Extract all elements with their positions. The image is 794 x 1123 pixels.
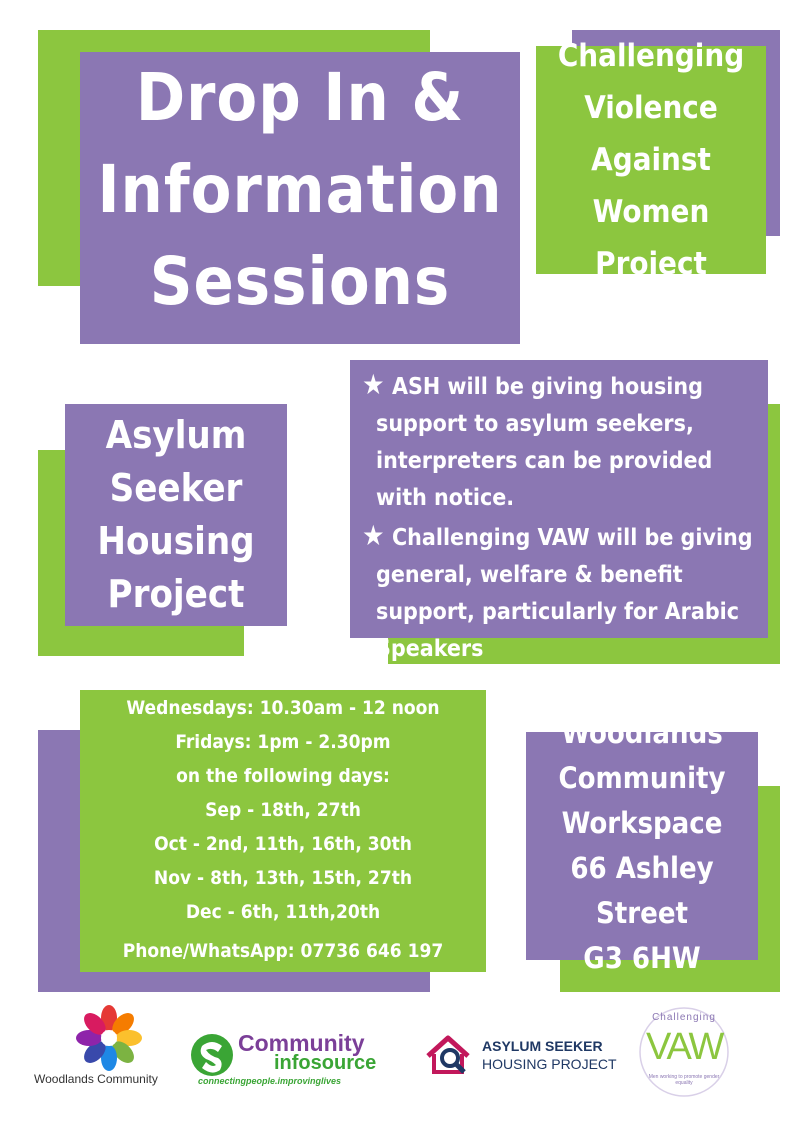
flower-icon	[74, 1004, 144, 1072]
woodlands-community-logo	[30, 1000, 190, 1092]
bullet-text: Challenging VAW will be giving general, welfare & benefit support, particularly for Arabic Speakers	[376, 525, 753, 662]
vaw-line: Violence	[584, 90, 718, 126]
venue-line: Community	[558, 761, 726, 795]
infosource-subtitle: infosource	[274, 1052, 377, 1074]
ash-line: Project	[107, 572, 245, 616]
schedule-line: Sep - 18th, 27th	[205, 799, 361, 821]
ash-line: Asylum	[105, 413, 247, 457]
page-title	[80, 52, 520, 344]
ash-line: Housing	[97, 519, 255, 563]
ash-logo-top: ASYLUM SEEKER	[482, 1038, 603, 1054]
venue-line: G3 6HW	[583, 941, 701, 975]
vaw-line: Challenging	[557, 38, 745, 74]
list-item	[358, 366, 754, 517]
venue-address	[526, 716, 758, 975]
title-line: Drop In &	[135, 59, 465, 136]
ash-logo-bottom: HOUSING PROJECT	[482, 1056, 617, 1072]
community-infosource-logo	[188, 1032, 414, 1088]
schedule-line: on the following days:	[176, 765, 390, 787]
schedule-line: Dec - 6th, 11th,20th	[185, 901, 381, 923]
phone-number: Phone/WhatsApp: 07736 646 197	[122, 940, 444, 962]
ash-project-heading	[65, 404, 287, 626]
schedule-line: Nov - 8th, 13th, 15th, 27th	[153, 867, 413, 889]
infosource-tagline: connectingpeople.improvinglives	[198, 1076, 342, 1086]
vaw-logo-tagline: Men working to promote gender equality	[648, 1074, 720, 1086]
schedule-line: Oct - 2nd, 11th, 16th, 30th	[154, 833, 412, 855]
schedule-line: Fridays: 1pm - 2.30pm	[175, 731, 391, 753]
title-line: Sessions	[149, 243, 451, 320]
woodlands-logo-text: Woodlands Community	[34, 1072, 158, 1086]
ash-line: Seeker	[109, 466, 243, 510]
venue-line: Workspace	[561, 806, 723, 840]
star-icon: ★	[362, 368, 385, 401]
schedule	[80, 690, 486, 972]
schedule-line: Wednesdays: 10.30am - 12 noon	[126, 697, 440, 719]
list-item	[358, 517, 754, 668]
star-icon: ★	[362, 519, 385, 552]
title-line: Information	[97, 151, 503, 228]
services-list	[350, 360, 768, 662]
bullet-text: ASH will be giving housing support to asylum seekers, interpreters can be provided with notice.	[376, 374, 713, 511]
infosource-title: Community	[238, 1030, 365, 1056]
vaw-line: Women Project	[592, 194, 710, 282]
house-magnifier-icon	[424, 1032, 478, 1078]
infosource-emblem-icon	[188, 1032, 236, 1078]
venue-line: 66 Ashley Street	[570, 851, 714, 930]
vaw-logo-letters: VAW	[646, 1026, 723, 1068]
vaw-project-heading	[536, 38, 766, 282]
vaw-line: Against	[591, 142, 711, 178]
challenging-vaw-logo	[636, 1004, 732, 1100]
ash-logo	[424, 1030, 620, 1080]
venue-line: Woodlands	[561, 716, 723, 750]
vaw-logo-word: Challenging	[652, 1012, 716, 1023]
